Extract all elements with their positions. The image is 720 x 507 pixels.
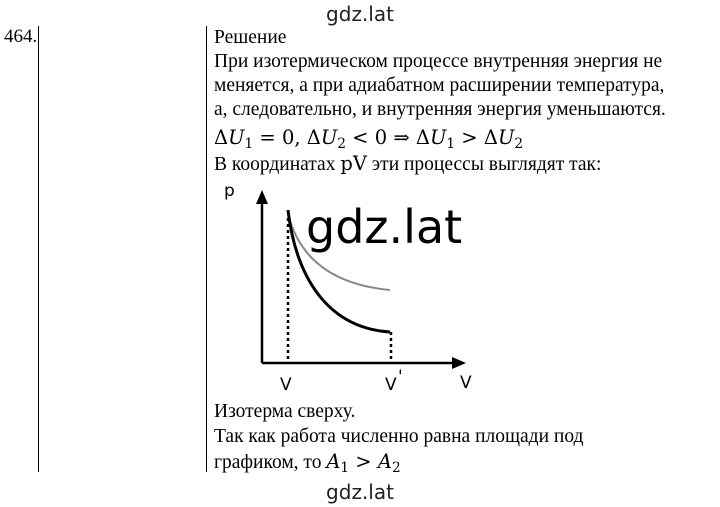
conclusion-line-2: Так как работа численно равна площади под bbox=[214, 426, 584, 447]
conclusion-line-1: Изотерма сверху. bbox=[214, 401, 356, 422]
solution-heading: Решение bbox=[214, 27, 287, 48]
tick-label-v1: V bbox=[280, 375, 292, 395]
tick-label-v2: V bbox=[385, 375, 397, 395]
y-axis-arrow bbox=[256, 190, 268, 204]
coordinates-sentence: В координатах pV эти процессы выглядят так: bbox=[214, 152, 602, 175]
right-divider bbox=[206, 26, 207, 472]
graph-watermark: gdz.lat bbox=[306, 200, 463, 254]
paragraph-line-3: а, следовательно, и внутренняя энергия уменьшаются. bbox=[214, 99, 666, 120]
conclusion-line-3: графиком, то $A_1 > A_2$ bbox=[214, 450, 401, 476]
tick-label-v2-prime: ' bbox=[398, 367, 403, 387]
paragraph-line-2: меняется, а при адиабатном расширении температура, bbox=[214, 75, 665, 96]
x-axis-label: V bbox=[460, 373, 472, 393]
y-axis-label: p bbox=[224, 181, 235, 201]
paragraph-line-1: При изотермическом процессе внутренняя энергия не bbox=[214, 51, 663, 72]
task-number: 464. bbox=[4, 26, 38, 47]
energy-formula: $\Delta U_1 = 0$, $\Delta U_2 < 0$ ⇒ $\Delta U_1 > \Delta U_2$ bbox=[214, 126, 524, 152]
pv-graph bbox=[218, 178, 488, 396]
watermark-top: gdz.lat bbox=[326, 2, 394, 26]
left-divider bbox=[38, 26, 39, 472]
x-axis-arrow bbox=[452, 357, 466, 369]
watermark-bottom: gdz.lat bbox=[326, 480, 394, 504]
